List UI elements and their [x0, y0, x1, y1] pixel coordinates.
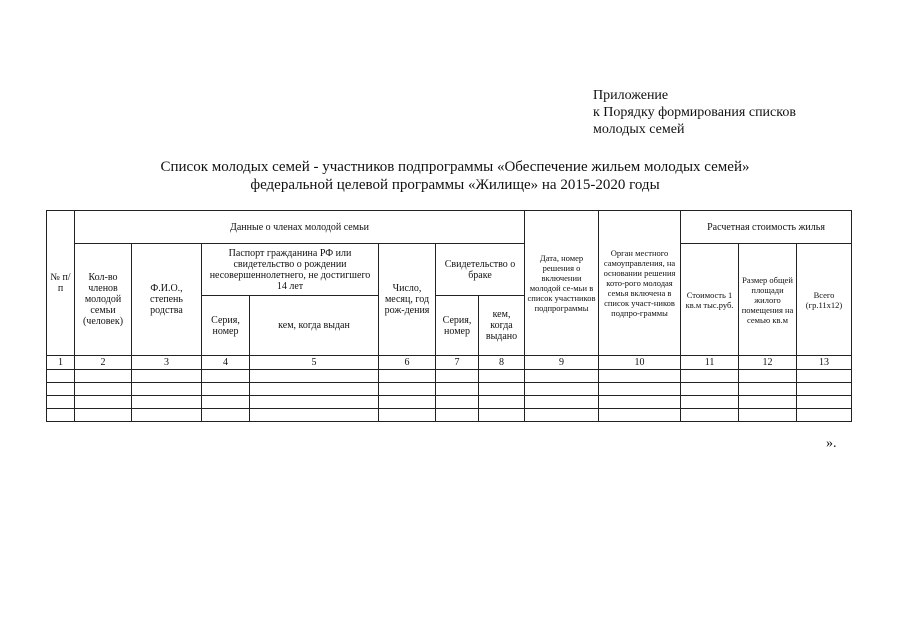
header-row-1: [47, 211, 852, 244]
column-numbers-row: [47, 356, 852, 370]
families-table: [46, 210, 852, 422]
table-row: [47, 370, 852, 383]
column-number: 10: [599, 356, 681, 370]
appendix-line-3: молодых семей: [593, 122, 685, 137]
title-line-2: федеральной целевой программы «Жилище» на 2015-2020 годы: [250, 177, 660, 193]
title-line-1: Список молодых семей - участников подпрограммы «Обеспечение жильем молодых семей»: [160, 159, 750, 175]
column-number: 8: [479, 356, 525, 370]
column-number: 5: [250, 356, 379, 370]
column-number: 3: [132, 356, 202, 370]
decision-date-header: Дата, номер решения о включении молодой се-мьи в список участников подпрограммы: [525, 211, 599, 356]
authority-header: Орган местного самоуправления, на основании решения кото-рого молодая семья включена в список участ-ников подпро-граммы: [599, 211, 681, 356]
column-number: 1: [47, 356, 75, 370]
passport-series-header: Серия, номер: [202, 296, 250, 356]
total-header: Всего (гр.11х12): [797, 244, 852, 356]
birthdate-header: Число, месяц, год рож-дения: [379, 244, 436, 356]
table-row: [47, 409, 852, 422]
marriage-issued-header: кем, когда выдано: [479, 296, 525, 356]
marriage-series-header: Серия, номер: [436, 296, 479, 356]
document-title: [100, 158, 810, 194]
table-row: [47, 383, 852, 396]
column-number: 7: [436, 356, 479, 370]
cost-per-m-header: Стоимость 1 кв.м тыс.руб.: [681, 244, 739, 356]
closing-quote: ».: [826, 436, 837, 451]
passport-issued-header: кем, когда выдан: [250, 296, 379, 356]
table-row: [47, 396, 852, 409]
column-number: 2: [75, 356, 132, 370]
member-count-header: Кол-во членов молодой семьи (человек): [75, 244, 132, 356]
col-index-header: № п/п: [47, 211, 75, 356]
column-number: 12: [739, 356, 797, 370]
column-number: 4: [202, 356, 250, 370]
cost-header: Расчетная стоимость жилья: [681, 211, 852, 244]
family-data-header: Данные о членах молодой семьи: [75, 211, 525, 244]
appendix-note: [593, 87, 796, 138]
marriage-header: Свидетельство о браке: [436, 244, 525, 296]
column-number: 13: [797, 356, 852, 370]
header-row-2: [47, 244, 852, 296]
passport-header: Паспорт гражданина РФ или свидетельство о рождении несовершеннолетнего, не достигшего 14 лет: [202, 244, 379, 296]
fio-header: Ф.И.О., степень родства: [132, 244, 202, 356]
appendix-line-1: Приложение: [593, 88, 669, 103]
area-header: Размер общей площади жилого помещения на семью кв.м: [739, 244, 797, 356]
appendix-line-2: к Порядку формирования списков: [593, 105, 796, 120]
column-number: 9: [525, 356, 599, 370]
column-number: 6: [379, 356, 436, 370]
column-number: 11: [681, 356, 739, 370]
